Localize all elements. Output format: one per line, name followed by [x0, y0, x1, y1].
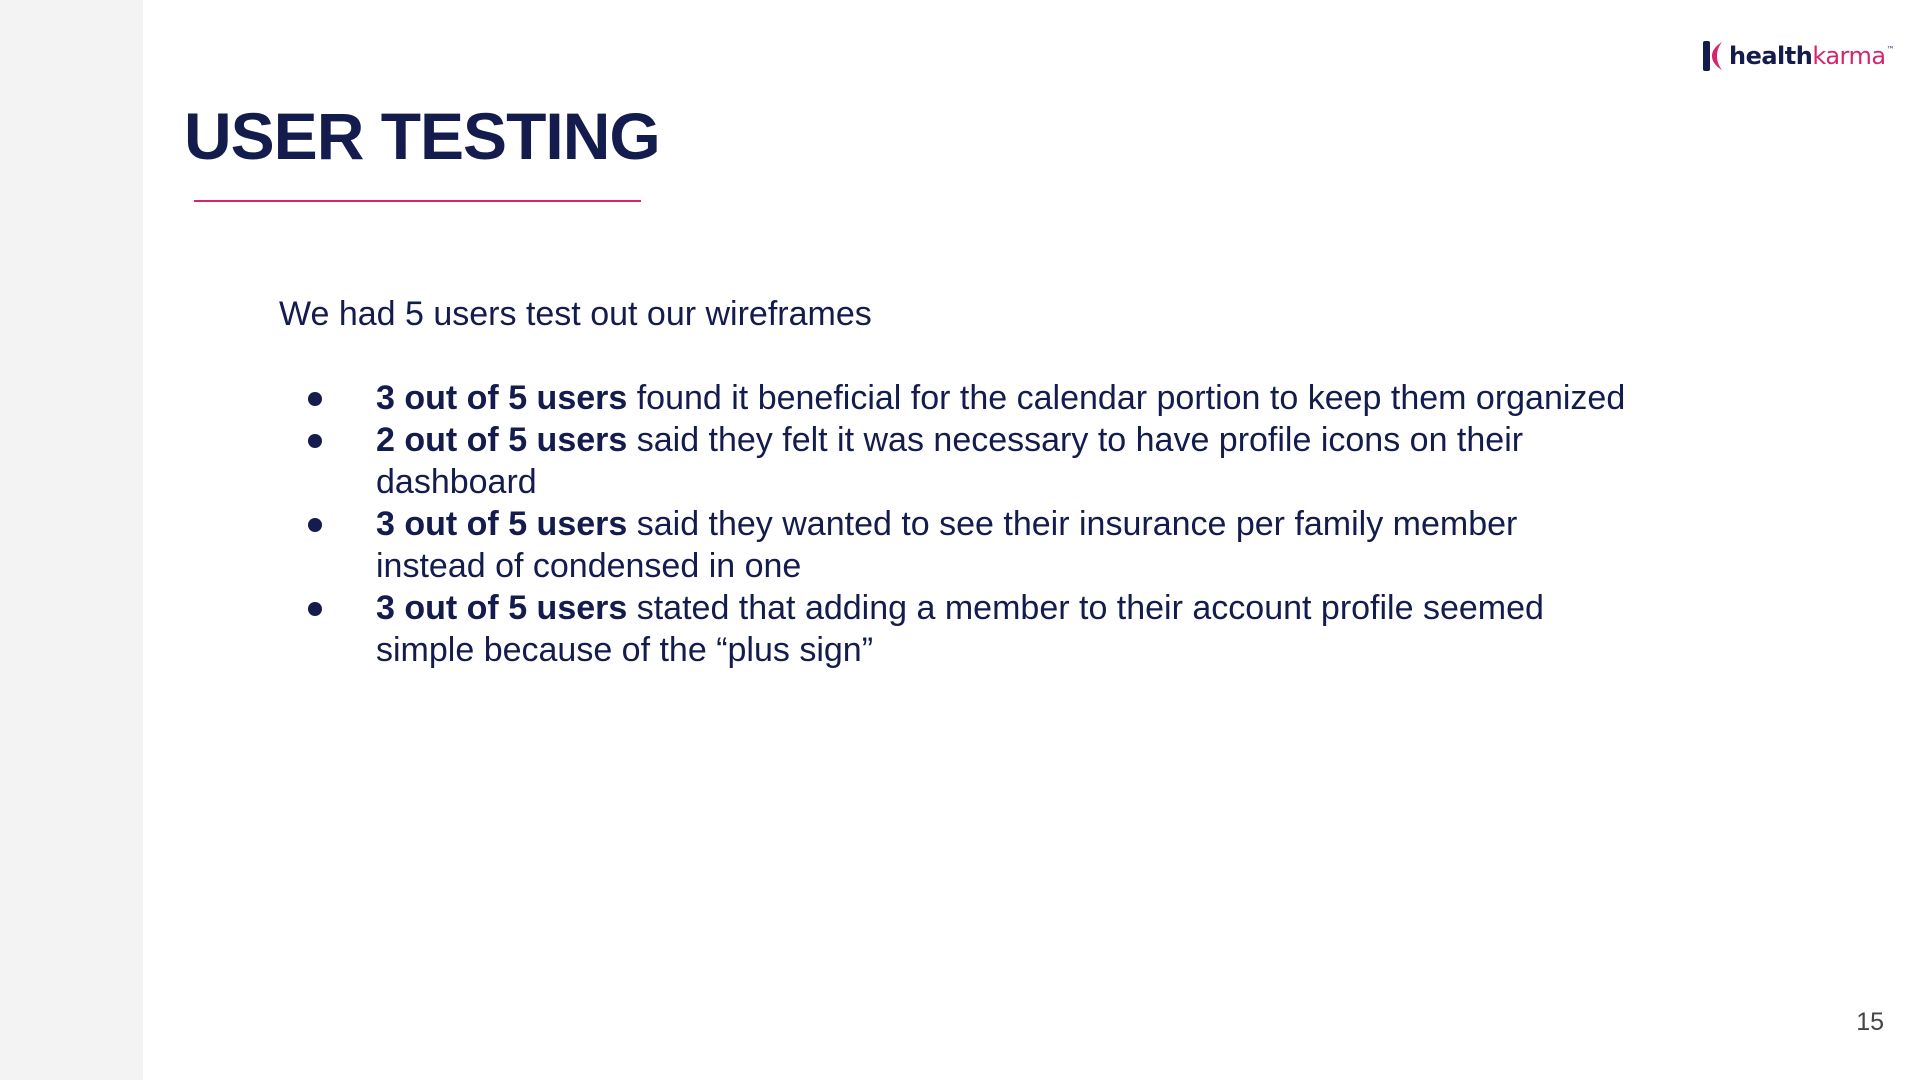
slide-title: USER TESTING: [184, 99, 660, 173]
finding-text: stated that adding a member to their account profile seemed simple because of the “plus sign”: [376, 589, 1544, 669]
finding-item: [306, 503, 1636, 587]
left-margin-strip: [0, 0, 143, 1080]
finding-count: 3 out of 5 users: [376, 589, 628, 627]
logo-text-health: health: [1729, 42, 1813, 70]
finding-item: [306, 419, 1636, 503]
bullet-dot-icon: [308, 392, 322, 406]
logo-wordmark: [1729, 39, 1894, 73]
finding-count: 3 out of 5 users: [376, 379, 628, 417]
bullet-dot-icon: [308, 518, 322, 532]
finding-item: [306, 377, 1636, 419]
finding-item: [306, 587, 1636, 671]
page-number: 15: [1856, 1008, 1884, 1036]
healthkarma-logo-icon: [1701, 39, 1727, 73]
finding-count: 3 out of 5 users: [376, 505, 628, 543]
finding-text: found it beneficial for the calendar portion to keep them organized: [627, 379, 1626, 417]
finding-text: said they felt it was necessary to have profile icons on their dashboard: [376, 421, 1524, 501]
finding-text: said they wanted to see their insurance per family member instead of condensed in one: [376, 505, 1518, 585]
findings-list: [306, 377, 1636, 671]
finding-count: 2 out of 5 users: [376, 421, 628, 459]
bullet-dot-icon: [308, 434, 322, 448]
title-underline: [194, 200, 641, 202]
logo-trademark: ™: [1886, 45, 1895, 54]
bullet-dot-icon: [308, 602, 322, 616]
logo-text-karma: karma: [1812, 42, 1886, 70]
intro-text: We had 5 users test out our wireframes: [279, 295, 872, 333]
healthkarma-logo: [1701, 39, 1894, 73]
